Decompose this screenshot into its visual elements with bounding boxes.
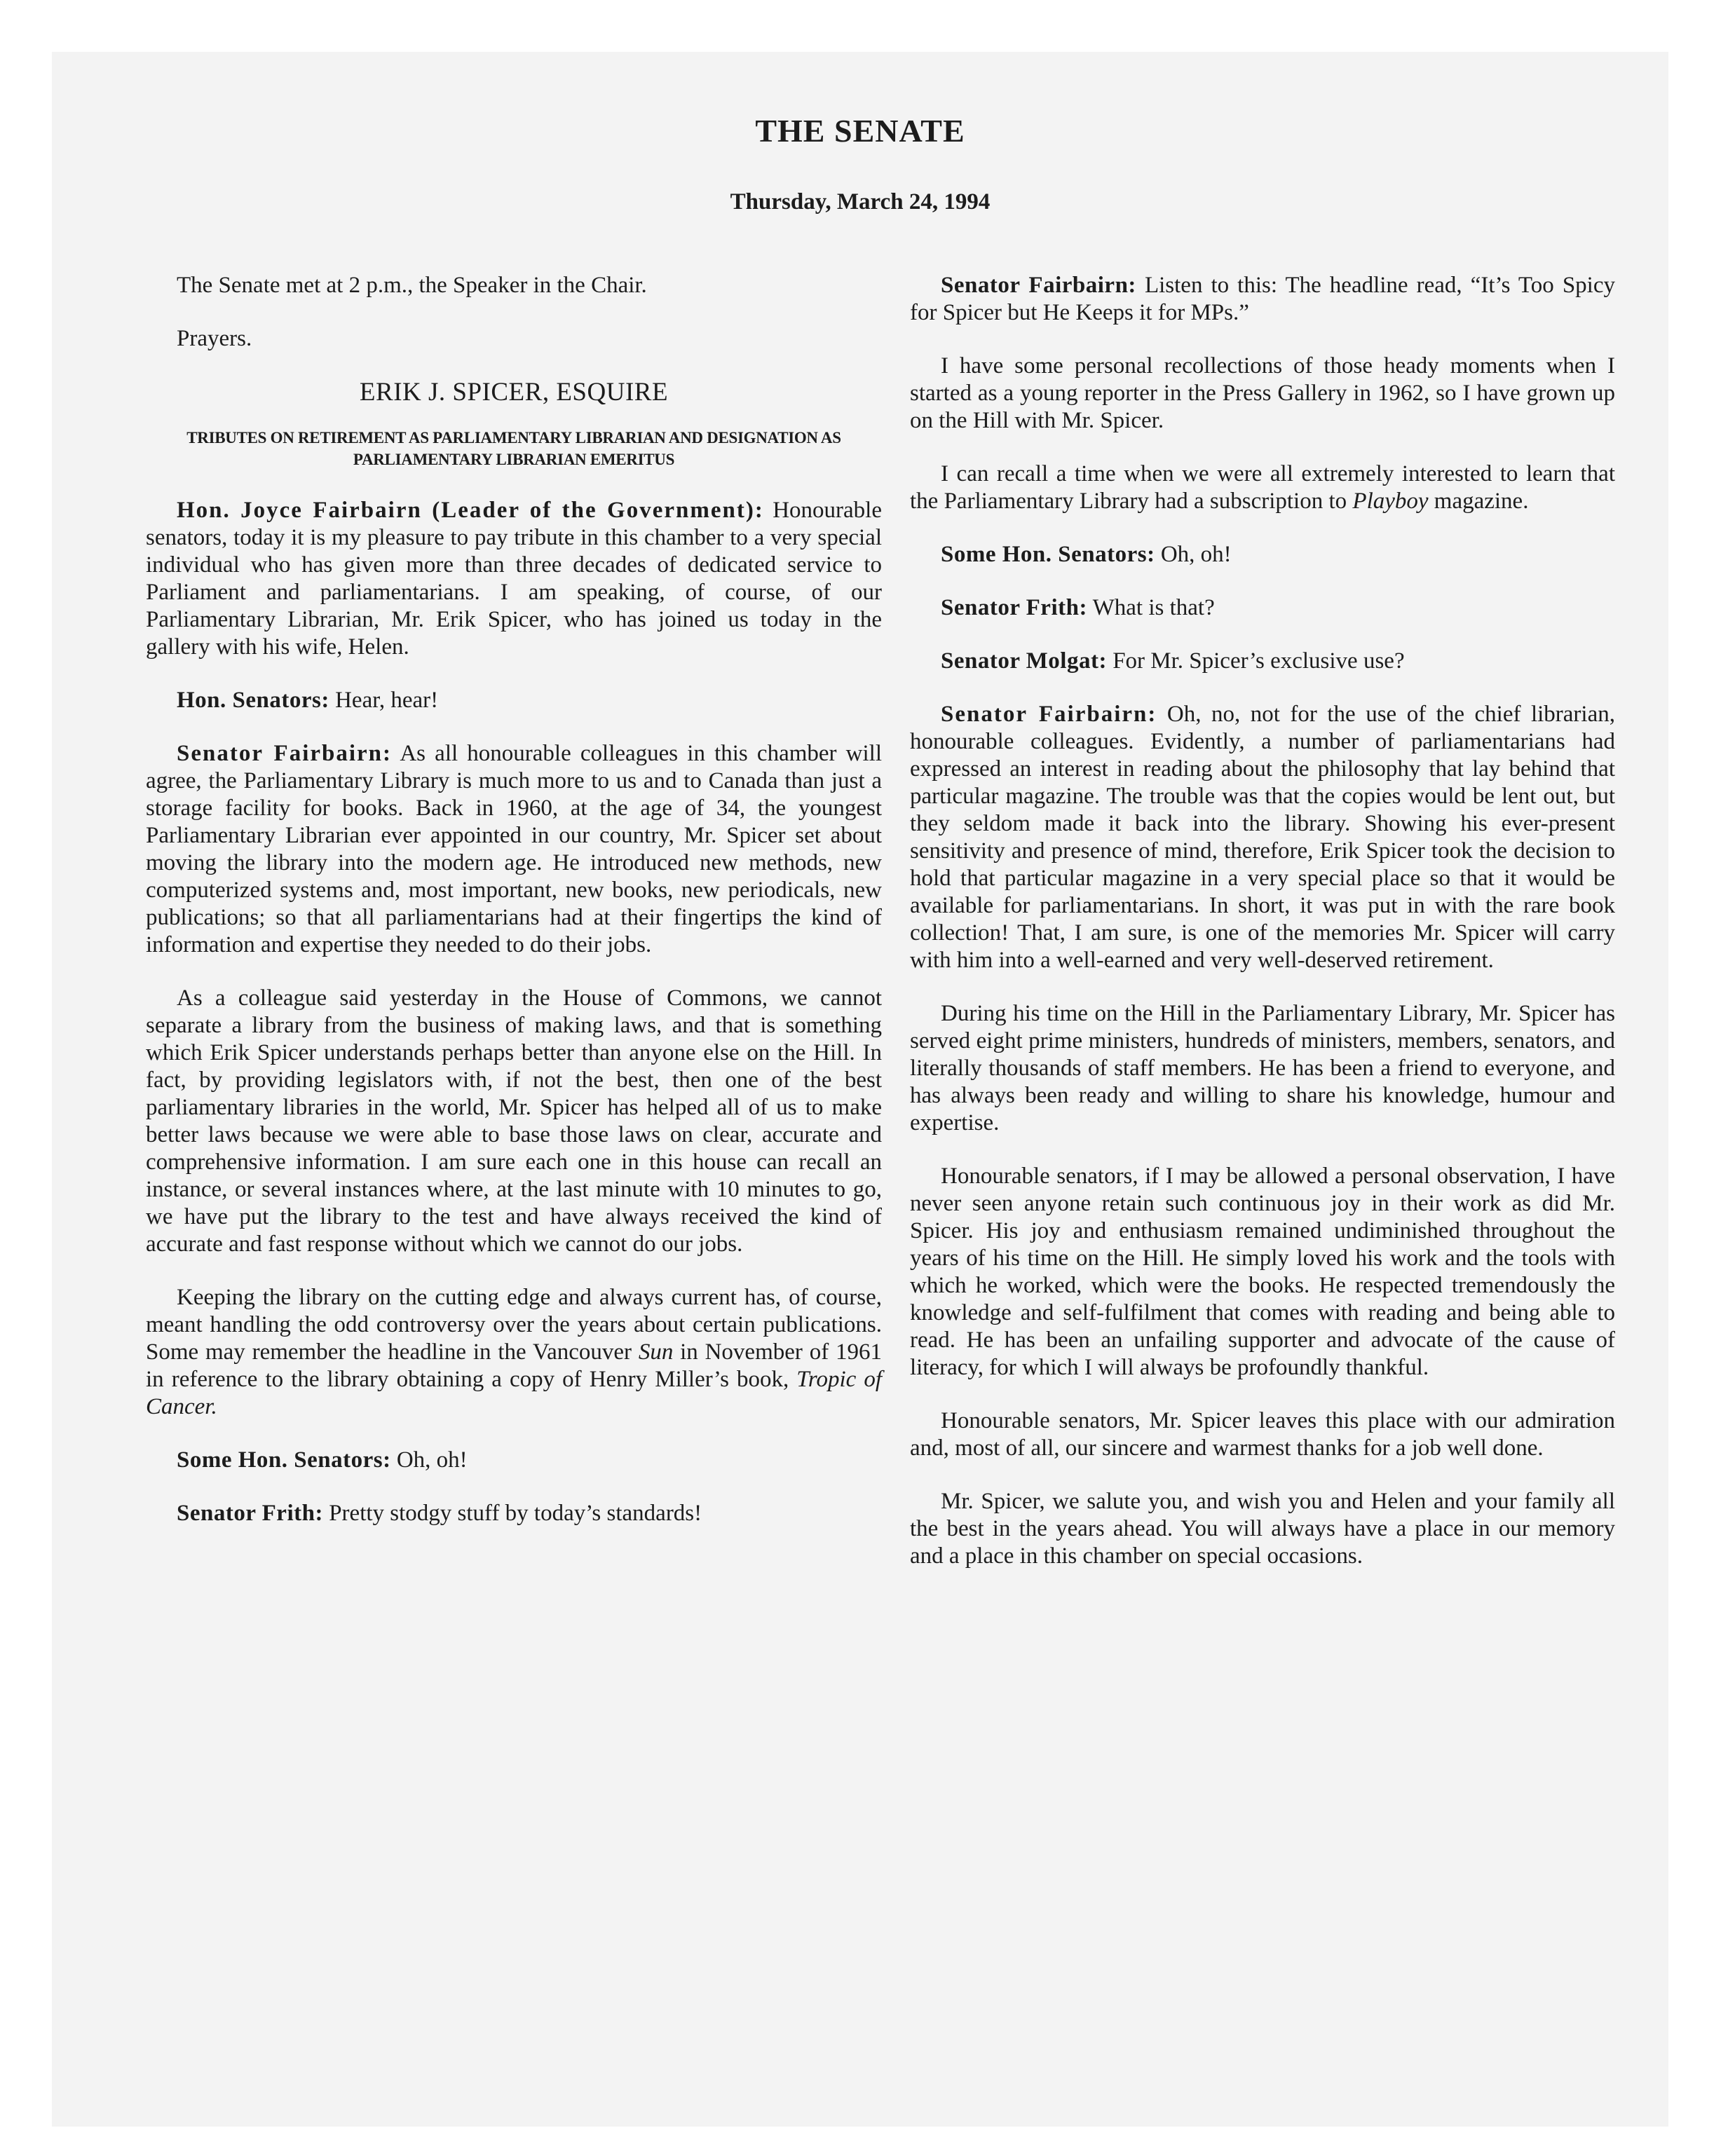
right-column bbox=[910, 272, 1615, 1596]
speech-text: Honourable senators, today it is my pleasure to pay tribute in this chamber to a very special individual who has given more than three decades of dedicated service to Parliament and parliamentarians. I am speaking, of course, of our Parliamentary Librarian, Mr. Erik Spicer, who has joined us today in the gallery with his wife, Helen. bbox=[146, 498, 882, 660]
speech-text: For Mr. Spicer’s exclusive use? bbox=[1106, 648, 1405, 674]
speech-paragraph bbox=[146, 1447, 882, 1474]
speech-paragraph: During his time on the Hill in the Parliamentary Library, Mr. Spicer has served eight prime ministers, hundreds of ministers, members, senators, and literally thousands of staff members. He has been a friend to everyone, and has always been ready and willing to share his knowledge, humour and expertise. bbox=[910, 1001, 1615, 1135]
speech-text: Pretty stodgy stuff by today’s standards! bbox=[322, 1501, 702, 1526]
speech-paragraph bbox=[910, 648, 1615, 675]
book-title: Tropic of Cancer. bbox=[146, 1367, 882, 1419]
speaker-name: Senator Frith: bbox=[177, 1501, 323, 1526]
speech-text: Oh, oh! bbox=[390, 1447, 468, 1473]
left-column bbox=[146, 272, 882, 1553]
speech-text: Keeping the library on the cutting edge and always current has, of course, meant handling the odd controversy over the years about certain publications. Some may remember the headline in the Vancouver bbox=[146, 1285, 882, 1365]
speech-paragraph bbox=[910, 594, 1615, 622]
newspaper-title: Sun bbox=[638, 1339, 674, 1365]
speaker-name: Senator Frith: bbox=[941, 595, 1087, 620]
speech-text: in November of 1961 in reference to the library obtaining a copy of Henry Miller’s book, bbox=[146, 1339, 882, 1392]
speaker-name: Some Hon. Senators: bbox=[177, 1447, 391, 1473]
speech-paragraph bbox=[910, 272, 1615, 327]
speech-paragraph bbox=[146, 497, 882, 661]
speech-paragraph bbox=[146, 1284, 882, 1421]
speech-text: Oh, no, not for the use of the chief librarian, honourable colleagues. Evidently, a number of parliamentarians had expressed an interest in reading about the philosophy that lay behind that particular magazine. The trouble was that the copies would be lent out, but they seldom made it back into the library. Showing his ever-present sensitivity and presence of mind, therefore, Erik Spicer took the decision to hold that particular magazine in a very special place so that it would be available for parliamentarians. In short, it was put in with the rare book collection! That, I am sure, is one of the memories Mr. Spicer will carry with him into a well-earned and very well-deserved retirement. bbox=[910, 702, 1615, 973]
section-subheading: TRIBUTES ON RETIREMENT AS PARLIAMENTARY LIBRARIAN AND DESIGNATION AS PARLIAMENTARY LIBRARIAN EMERITUS bbox=[186, 429, 841, 468]
speech-text: Hear, hear! bbox=[329, 688, 439, 713]
speaker-name: Senator Fairbairn: bbox=[941, 702, 1157, 727]
speech-text: magazine. bbox=[1428, 489, 1529, 514]
speaker-name: Hon. Senators: bbox=[177, 688, 329, 713]
speech-text: What is that? bbox=[1087, 595, 1215, 620]
speech-text: Oh, oh! bbox=[1155, 542, 1232, 567]
speech-paragraph bbox=[146, 740, 882, 959]
prayers-line: Prayers. bbox=[177, 326, 252, 351]
speech-paragraph bbox=[910, 701, 1615, 974]
speech-paragraph: Honourable senators, if I may be allowed a personal observation, I have never seen anyone retain such continuous joy in their work as did Mr. Spicer. His joy and enthusiasm remained undiminished throughout the years of his time on the Hill. He simply loved his work and the tools with which he worked, which were the books. He respected tremendously the knowledge and self-fulfilment that comes with reading and being able to read. He has been an unfailing supporter and advocate of the cause of literacy, for which I will always be profoundly thankful. bbox=[910, 1164, 1615, 1380]
speech-paragraph: As a colleague said yesterday in the House of Commons, we cannot separate a library from the business of making laws, and that is something which Erik Spicer understands perhaps better than anyone else on the Hill. In fact, by providing legislators with, if not the best, then one of the best parliamentary libraries in the world, Mr. Spicer has helped all of us to make better laws because we were able to base those laws on clear, accurate and comprehensive information. I am sure each one in this house can recall an instance, or several instances where, at the last minute with 10 minutes to go, we have put the library to the test and have always received the kind of accurate and fast response without which we cannot do our jobs. bbox=[146, 985, 882, 1257]
speech-paragraph: Mr. Spicer, we salute you, and wish you and Helen and your family all the best in the years ahead. You will always have a place in our memory and a place in this chamber on special occasions. bbox=[910, 1489, 1615, 1569]
speaker-name: Some Hon. Senators: bbox=[941, 542, 1155, 567]
section-heading: ERIK J. SPICER, ESQUIRE bbox=[359, 378, 669, 407]
opening-statement: The Senate met at 2 p.m., the Speaker in the Chair. bbox=[177, 273, 647, 298]
magazine-title: Playboy bbox=[1352, 489, 1429, 514]
speaker-name: Senator Fairbairn: bbox=[177, 741, 393, 766]
speech-text: I can recall a time when we were all extremely interested to learn that the Parliamentary Library had a subscription to bbox=[910, 461, 1615, 514]
speaker-name: Senator Fairbairn: bbox=[941, 273, 1136, 298]
speech-paragraph: Honourable senators, Mr. Spicer leaves this place with our admiration and, most of all, our sincere and warmest thanks for a job well done. bbox=[910, 1408, 1615, 1461]
speech-paragraph bbox=[146, 687, 882, 714]
speech-paragraph bbox=[910, 541, 1615, 568]
sitting-date: Thursday, March 24, 1994 bbox=[730, 189, 991, 214]
speech-paragraph bbox=[146, 1500, 882, 1527]
speech-text: Listen to this: The headline read, “It’s Too Spicy for Spicer but He Keeps it for MPs.” bbox=[910, 273, 1615, 325]
speech-paragraph bbox=[910, 460, 1615, 515]
scanned-page bbox=[52, 52, 1668, 2127]
speech-paragraph: I have some personal recollections of those heady moments when I started as a young reporter in the Press Gallery in 1962, so I have grown up on the Hill with Mr. Spicer. bbox=[910, 353, 1615, 433]
speaker-name: Senator Molgat: bbox=[941, 648, 1107, 674]
senate-debates-page bbox=[52, 52, 1668, 2127]
speaker-name: Hon. Joyce Fairbairn (Leader of the Government): bbox=[177, 498, 764, 523]
page-title: THE SENATE bbox=[755, 113, 965, 149]
speech-text: As all honourable colleagues in this chamber will agree, the Parliamentary Library is much more to us and to Canada than just a storage facility for books. Back in 1960, at the age of 34, the youngest Parliamentary Librarian ever appointed in our country, Mr. Spicer set about moving the library into the modern age. He introduced new methods, new computerized systems and, most important, new books, new periodicals, new publications; so that all parliamentarians had at their fingertips the kind of information and expertise they needed to do their jobs. bbox=[146, 741, 882, 957]
